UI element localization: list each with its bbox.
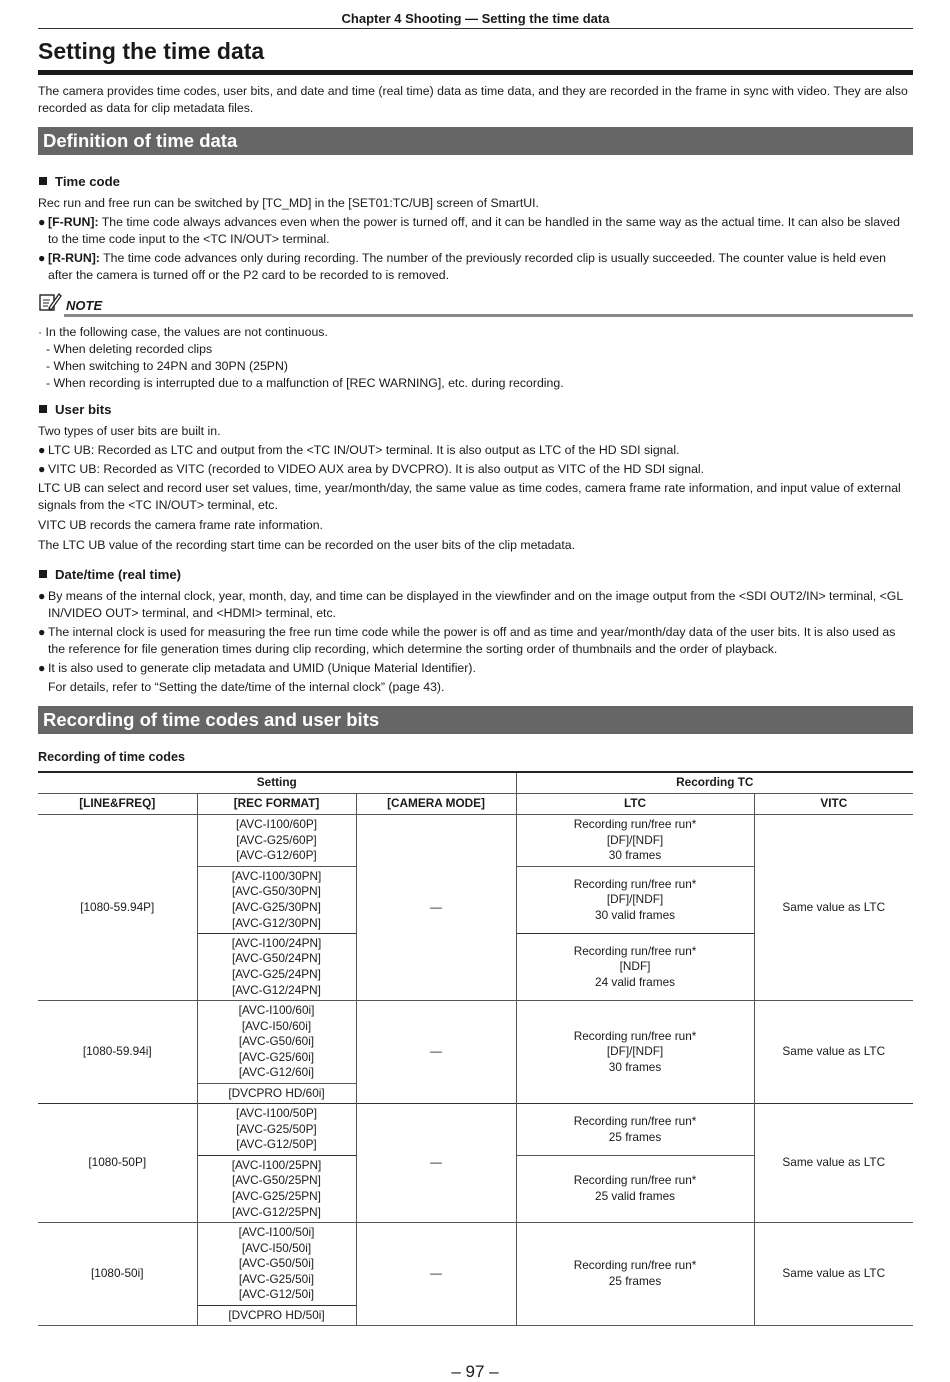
bullet-icon: ● [38, 443, 46, 457]
list-item-text: VITC UB: Recorded as VITC (recorded to VIDEO AUX area by DVCPRO). It is also output as VITC of the HD SDI signal. [48, 462, 705, 476]
subheading-text: Date/time (real time) [55, 567, 182, 582]
intro-paragraph: The camera provides time codes, user bits, and date and time (real time) data as time data, and they are recorded in the frame in sync with video. They are also recorded as data for clip metadata files. [38, 84, 908, 115]
subheading-text: User bits [55, 402, 112, 417]
list-item-date-time [38, 588, 913, 622]
note-item [38, 324, 913, 341]
cell-vitc: Same value as LTC [782, 899, 886, 914]
cell-rec-format: [AVC-I100/50P] [AVC-G25/50P] [AVC-G12/50P] [197, 1104, 356, 1156]
note-rule [64, 314, 913, 317]
cell-vitc: Same value as LTC [782, 1266, 886, 1281]
table-row [38, 1001, 913, 1084]
list-item-ltc-ub [38, 442, 913, 459]
chapter-header: Chapter 4 Shooting — Setting the time data [38, 0, 913, 29]
subheading-user-bits [38, 402, 913, 417]
note-subitem: - When recording is interrupted due to a malfunction of [REC WARNING], etc. during recording. [46, 376, 564, 390]
frun-text: The time code always advances even when the power is turned off, and it can be handled in the same way as the actual time. It can also be slaved to the time code input to the <TC IN/OUT> terminal. [48, 215, 900, 246]
note-subitem-text: When deleting recorded clips [53, 342, 213, 356]
cell-line-freq: [1080-59.94P] [38, 815, 197, 1001]
note-subitem-text: When switching to 24PN and 30PN (25PN) [53, 359, 288, 373]
table-row [38, 1223, 913, 1306]
bullet-icon: ● [38, 215, 46, 229]
rrun-text: The time code advances only during recording. The number of the previously recorded clip is usually succeeded. The counter value is held even after the camera is turned off or the P2 card to be recorded to is removed. [48, 251, 886, 282]
list-item-text: By means of the internal clock, year, month, day, and time can be displayed in the viewfinder and on the image output from the <SDI OUT2/IN> terminal, <GL IN/VIDEO OUT> terminal, and <HDMI> terminal, etc. [48, 589, 903, 620]
note-pencil-icon [38, 291, 62, 313]
cell-line-freq: [1080-59.94i] [38, 1001, 197, 1104]
header-camera-mode: [CAMERA MODE] [356, 794, 516, 815]
cell-rec-format: [DVCPRO HD/50i] [197, 1306, 356, 1326]
cell-ltc: Recording run/free run* [DF]/[NDF] 30 valid frames [516, 867, 754, 934]
subheading-date-time [38, 567, 913, 582]
note-subitem: - When deleting recorded clips [46, 342, 213, 356]
section-heading-definition: Definition of time data [38, 127, 913, 155]
bullet-icon: ● [38, 661, 46, 675]
note-header [38, 293, 913, 313]
table-row [38, 815, 913, 867]
cell-camera-mode: — [356, 1001, 516, 1104]
frun-label: [F-RUN]: [48, 215, 99, 229]
cell-ltc: Recording run/free run* [DF]/[NDF] 30 frames [516, 1001, 754, 1104]
cell-rec-format: [AVC-I100/60P] [AVC-G25/60P] [AVC-G12/60P] [197, 815, 356, 867]
bullet-icon: ● [38, 462, 46, 476]
cell-line-freq: [1080-50P] [38, 1104, 197, 1223]
list-item-date-time [38, 624, 913, 658]
cell-camera-mode: — [356, 1223, 516, 1326]
cell-camera-mode: — [356, 815, 516, 1001]
cell-ltc: Recording run/free run* [NDF] 24 valid frames [516, 934, 754, 1001]
cell-vitc: Same value as LTC [782, 1155, 886, 1170]
note-subitem: - When switching to 24PN and 30PN (25PN) [46, 359, 288, 373]
list-item-text: LTC UB: Recorded as LTC and output from the <TC IN/OUT> terminal. It is also output as LTC of the HD SDI signal. [48, 443, 680, 457]
section-heading-recording: Recording of time codes and user bits [38, 706, 913, 734]
list-item-text: It is also used to generate clip metadata and UMID (Unique Material Identifier). [48, 661, 476, 675]
bullet-icon: ● [38, 251, 46, 265]
title-rule [38, 70, 913, 75]
header-recording-tc: Recording TC [676, 775, 754, 790]
time-code-table [38, 771, 913, 1326]
header-rec-format: [REC FORMAT] [197, 794, 356, 815]
cell-rec-format: [AVC-I100/30PN] [AVC-G50/30PN] [AVC-G25/30PN] [AVC-G12/30PN] [197, 867, 356, 934]
list-item-vitc-ub [38, 461, 913, 478]
cell-rec-format: [AVC-I100/50i] [AVC-I50/50i] [AVC-G50/50i] [AVC-G25/50i] [AVC-G12/50i] [197, 1223, 356, 1306]
user-bits-paragraph: LTC UB can select and record user set values, time, year/month/day, the same value as time codes, camera frame rate information, and input value of external signals from the <TC IN/OUT> terminal, etc. [38, 481, 901, 512]
list-item-text: The internal clock is used for measuring the free run time code while the power is off and as time and year/month/day data of the user bits. It is also used as the reference for file generation times during clip recording, which determine the sorting order of thumbnails and the order of playback. [48, 625, 896, 656]
cell-rec-format: [AVC-I100/25PN] [AVC-G50/25PN] [AVC-G25/25PN] [AVC-G12/25PN] [197, 1156, 356, 1223]
header-ltc: LTC [516, 794, 754, 815]
document-page [38, 0, 913, 1326]
date-time-reference: For details, refer to “Setting the date/time of the internal clock” (page 43). [48, 680, 445, 694]
table-caption: Recording of time codes [38, 750, 185, 764]
user-bits-paragraph: The LTC UB value of the recording start time can be recorded on the user bits of the clip metadata. [38, 538, 576, 552]
cell-camera-mode: — [356, 1104, 516, 1223]
user-bits-paragraph: Two types of user bits are built in. [38, 424, 221, 438]
page-title: Setting the time data [38, 38, 265, 64]
cell-vitc: Same value as LTC [782, 1044, 886, 1059]
table-row [38, 1104, 913, 1156]
list-item-frun [38, 214, 913, 248]
note-subitem-text: When recording is interrupted due to a malfunction of [REC WARNING], etc. during recording. [53, 376, 564, 390]
cell-ltc: Recording run/free run* 25 valid frames [516, 1156, 754, 1223]
cell-ltc: Recording run/free run* 25 frames [516, 1223, 754, 1326]
bullet-icon: ● [38, 589, 46, 603]
header-line-freq: [LINE&FREQ] [38, 794, 197, 815]
cell-line-freq: [1080-50i] [38, 1223, 197, 1326]
square-bullet-icon [39, 177, 47, 185]
table-header-row [38, 772, 913, 794]
note-intro-text: In the following case, the values are not continuous. [45, 325, 328, 339]
subheading-time-code [38, 174, 913, 189]
note-label: NOTE [66, 298, 103, 313]
user-bits-paragraph: VITC UB records the camera frame rate information. [38, 518, 323, 532]
list-item-date-time [38, 660, 913, 677]
list-item-rrun [38, 250, 913, 284]
rrun-label: [R-RUN]: [48, 251, 100, 265]
note-dot-icon: · [38, 325, 43, 339]
cell-rec-format: [AVC-I100/24PN] [AVC-G50/24PN] [AVC-G25/24PN] [AVC-G12/24PN] [197, 934, 356, 1001]
cell-rec-format: [AVC-I100/60i] [AVC-I50/60i] [AVC-G50/60i] [AVC-G25/60i] [AVC-G12/60i] [197, 1001, 356, 1084]
cell-ltc: Recording run/free run* 25 frames [516, 1104, 754, 1156]
header-setting: Setting [38, 772, 516, 794]
table-header-row [38, 794, 913, 815]
page-number: – 97 – [451, 1362, 499, 1381]
cell-rec-format: [DVCPRO HD/60i] [197, 1084, 356, 1104]
square-bullet-icon [39, 570, 47, 578]
note-box [38, 293, 913, 392]
square-bullet-icon [39, 405, 47, 413]
cell-ltc: Recording run/free run* [DF]/[NDF] 30 frames [516, 815, 754, 867]
time-code-paragraph: Rec run and free run can be switched by [TC_MD] in the [SET01:TC/UB] screen of SmartUI. [38, 196, 539, 210]
bullet-icon: ● [38, 625, 46, 639]
subheading-text: Time code [55, 174, 120, 189]
header-vitc: VITC [820, 796, 848, 811]
